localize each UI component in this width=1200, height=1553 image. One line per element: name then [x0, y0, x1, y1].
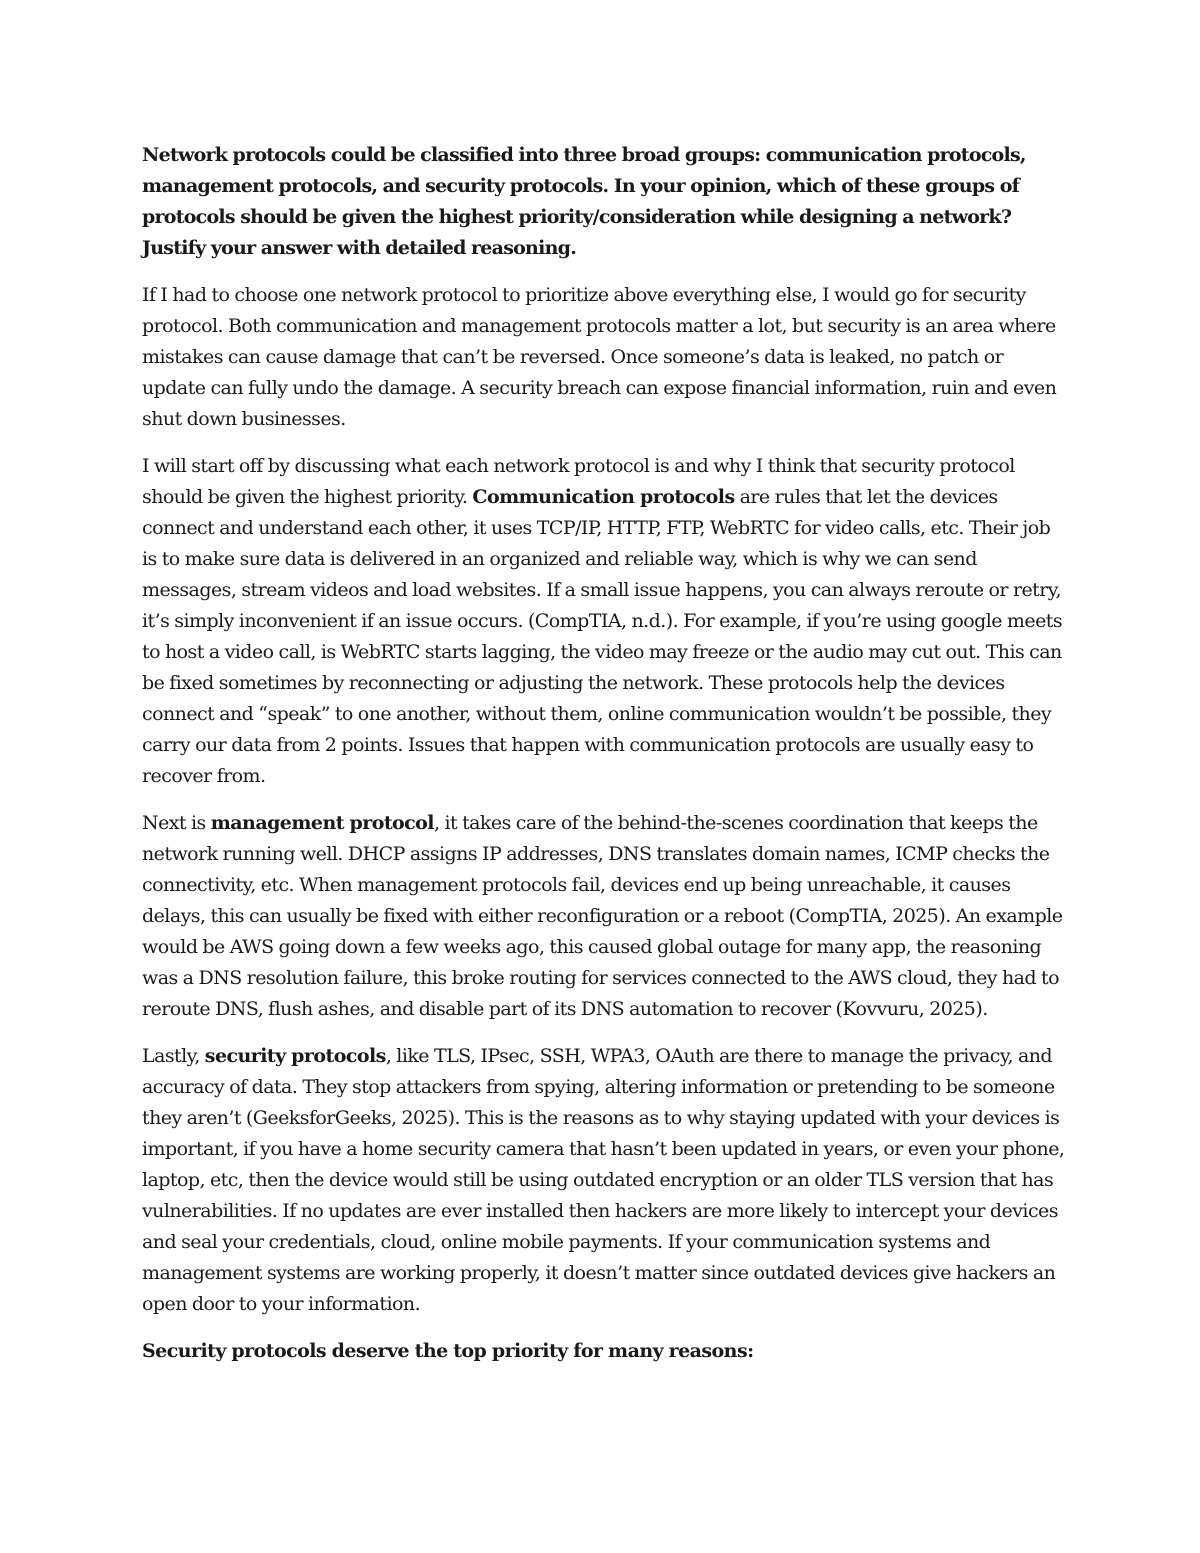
paragraph-security-lead: Lastly,	[142, 1045, 205, 1067]
term-security-protocols: security protocols	[204, 1045, 386, 1067]
document-body	[142, 140, 1067, 1383]
paragraph-security	[142, 1041, 1067, 1320]
question-heading: Network protocols could be classified into three broad groups: communication protocols, management protocols, and security protocols. In your opinion, which of these groups of protocols should be given the highest priority/consideration while designing a network? Justify your answer with detailed reasoning.	[142, 144, 1026, 259]
paragraph-communication-rest: are rules that let the devices connect and understand each other, it uses TCP/IP, HTTP, FTP, WebRTC for video calls, etc. Their job is to make sure data is delivered in an organized and reliable way, which is why we can send messages, stream videos and load websites. If a small issue happens, you can always reroute or retry, it’s simply inconvenient if an issue occurs. (CompTIA, n.d.). For example, if you’re using google meets to host a video call, is WebRTC starts lagging, the video may freeze or the audio may cut out. This can be fixed sometimes by reconnecting or adjusting the network. These protocols help the devices connect and “speak” to one another, without them, online communication wouldn’t be possible, they carry our data from 2 points. Issues that happen with communication protocols are usually easy to recover from.	[142, 486, 1063, 787]
paragraph-communication-lead: I will start off by discussing what each network protocol is and why I think that security protocol should be given the highest priority.	[142, 455, 1015, 508]
paragraph-management-rest: , it takes care of the behind-the-scenes coordination that keeps the network running well. DHCP assigns IP addresses, DNS translates domain names, ICMP checks the connectivity, etc. When management protocols fail, devices end up being unreachable, it causes delays, this can usually be fixed with either reconfiguration or a reboot (CompTIA, 2025). An example would be AWS going down a few weeks ago, this caused global outage for many app, the reasoning was a DNS resolution failure, this broke routing for services connected to the AWS cloud, they had to reroute DNS, flush ashes, and disable part of its DNS automation to recover (Kovvuru, 2025).	[142, 812, 1063, 1020]
paragraph-intro: If I had to choose one network protocol to prioritize above everything else, I would go for security protocol. Both communication and management protocols matter a lot, but security is an area where mistakes can cause damage that can’t be reversed. Once someone’s data is leaked, no patch or update can fully undo the damage. A security breach can expose financial information, ruin and even shut down businesses.	[142, 284, 1057, 430]
closing-heading: Security protocols deserve the top priority for many reasons:	[142, 1340, 754, 1362]
paragraph-security-rest: , like TLS, IPsec, SSH, WPA3, OAuth are there to manage the privacy, and accuracy of data. They stop attackers from spying, altering information or pretending to be someone they aren’t (GeeksforGeeks, 2025). This is the reasons as to why staying updated with your devices is important, if you have a home security camera that hasn’t been updated in years, or even your phone, laptop, etc, then the device would still be using outdated encryption or an older TLS version that has vulnerabilities. If no updates are ever installed then hackers are more likely to intercept your devices and seal your credentials, cloud, online mobile payments. If your communication systems and management systems are working properly, it doesn’t matter since outdated devices give hackers an open door to your information.	[142, 1045, 1065, 1315]
term-communication-protocols: Communication protocols	[472, 486, 735, 508]
paragraph-management-lead: Next is	[142, 812, 211, 834]
paragraph-management	[142, 808, 1067, 1025]
term-management-protocol: management protocol	[210, 812, 434, 834]
paragraph-communication	[142, 451, 1067, 792]
